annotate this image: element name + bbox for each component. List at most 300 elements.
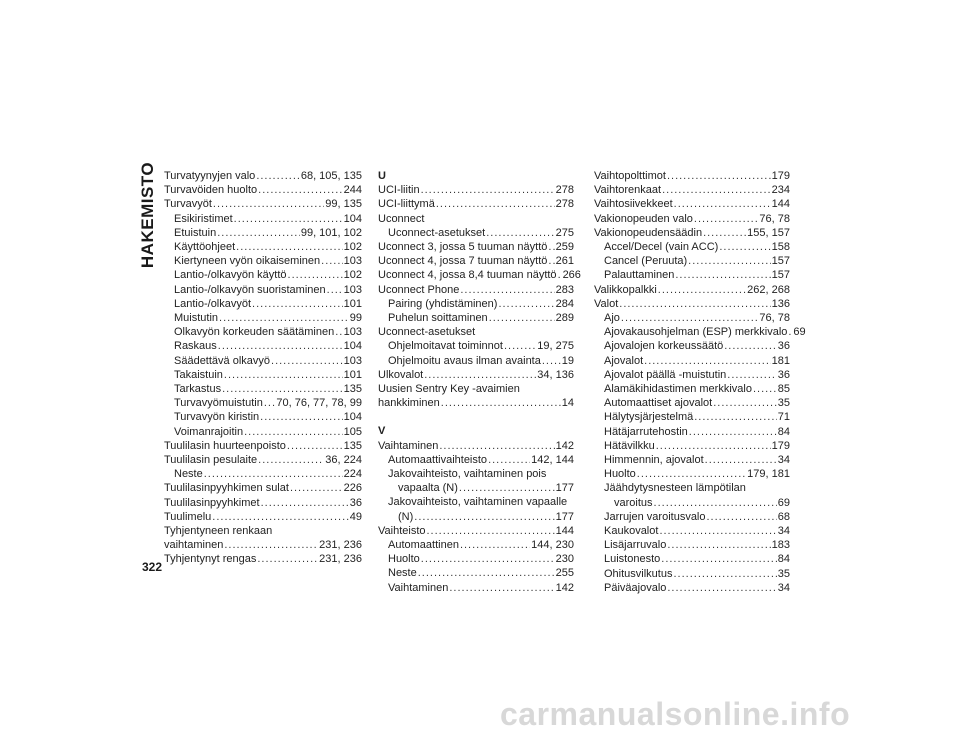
- dot-leader: [498, 297, 554, 311]
- index-entry[interactable]: [594, 467, 790, 481]
- index-entry-heading: Jäähdytysnesteen lämpötilan: [604, 482, 746, 495]
- index-column-1: [164, 169, 362, 567]
- index-gap: [378, 410, 574, 424]
- index-entry-pages: 284: [555, 297, 574, 310]
- index-entry[interactable]: [594, 226, 790, 240]
- index-entry[interactable]: [378, 510, 574, 524]
- index-entry-term: Esikiristimet: [174, 212, 233, 225]
- index-entry-term: Vakionopeuden valo: [594, 212, 693, 225]
- dot-leader: [271, 354, 343, 368]
- dot-leader: [414, 510, 554, 524]
- index-entry-term: Automaattiset ajovalot: [604, 397, 713, 410]
- index-entry[interactable]: [164, 368, 362, 382]
- index-entry[interactable]: [378, 339, 574, 353]
- dot-leader: [724, 339, 777, 353]
- index-entry-term: Lantio-/olkavyön käyttö: [174, 269, 287, 282]
- index-entry[interactable]: [378, 183, 574, 197]
- index-entry-pages: 278: [555, 184, 574, 197]
- index-entry-term: Etuistuin: [174, 226, 217, 239]
- dot-leader: [705, 453, 777, 467]
- index-entry-pages: 231, 236: [319, 539, 362, 552]
- dot-leader: [667, 169, 771, 183]
- dot-leader: [252, 297, 343, 311]
- index-entry[interactable]: [378, 552, 574, 566]
- index-entry-term: Cancel (Peruuta): [604, 255, 688, 268]
- index-entry[interactable]: [378, 524, 574, 538]
- index-entry-term: Muistutin: [174, 312, 219, 325]
- index-entry-term: Lisäjarruvalo: [604, 539, 667, 552]
- index-entry-pages: 157: [771, 255, 790, 268]
- index-entry[interactable]: [594, 581, 790, 595]
- index-entry[interactable]: [164, 183, 362, 197]
- index-entry[interactable]: [164, 254, 362, 268]
- index-entry-term: Ohitusvilkutus: [604, 567, 673, 580]
- index-entry-pages: 158: [771, 241, 790, 254]
- dot-leader: [644, 354, 771, 368]
- index-entry-term: Kiertyneen vyön oikaiseminen: [174, 255, 321, 268]
- index-entry-pages: 35: [777, 397, 790, 410]
- index-entry-term: Neste: [174, 468, 203, 481]
- index-entry[interactable]: [164, 467, 362, 481]
- dot-leader: [667, 581, 776, 595]
- index-entry-term: Käyttöohjeet: [174, 241, 236, 254]
- index-entry-pages: 142: [555, 581, 574, 594]
- index-entry-pages: 103: [343, 283, 362, 296]
- dot-leader: [753, 382, 777, 396]
- dot-leader: [217, 226, 300, 240]
- index-entry-pages: 35: [777, 567, 790, 580]
- index-entry-term: Hätäjarrutehostin: [604, 425, 688, 438]
- index-entry-heading: Jakovaihteisto, vaihtaminen pois: [388, 468, 547, 481]
- index-entry-heading: Uconnect-asetukset: [378, 326, 476, 339]
- dot-leader: [421, 552, 555, 566]
- index-entry-pages: 101: [343, 297, 362, 310]
- index-entry-term: Tyhjentynyt rengas: [164, 553, 257, 566]
- index-entry-term: Turvavyöt: [164, 198, 212, 211]
- index-entry[interactable]: [594, 524, 790, 538]
- index-entry[interactable]: [378, 481, 574, 495]
- index-entry[interactable]: [164, 197, 362, 211]
- dot-leader: [658, 283, 746, 297]
- index-entry[interactable]: [378, 283, 574, 297]
- dot-leader: [449, 581, 554, 595]
- index-entry-pages: 104: [343, 340, 362, 353]
- index-entry[interactable]: [378, 268, 581, 282]
- index-entry-pages: 262, 268: [747, 283, 790, 296]
- index-entry-pages: 71: [777, 411, 790, 424]
- dot-leader: [327, 283, 343, 297]
- index-entry[interactable]: [164, 339, 362, 353]
- dot-leader: [667, 538, 770, 552]
- index-entry-term: Neste: [388, 567, 417, 580]
- dot-leader: [713, 396, 777, 410]
- index-entry-pages: 177: [555, 510, 574, 523]
- dot-leader: [335, 325, 342, 339]
- index-entry[interactable]: [378, 354, 574, 368]
- section-tab: [138, 161, 158, 269]
- dot-leader: [213, 197, 324, 211]
- index-entry-term: Vaihtosiivekkeet: [594, 198, 673, 211]
- index-entry-pages: 76, 78: [759, 212, 790, 225]
- index-entry-term: Automaattivaihteisto: [388, 453, 488, 466]
- index-entry[interactable]: [378, 311, 574, 325]
- index-entry-pages: 14: [561, 397, 574, 410]
- index-entry[interactable]: [594, 283, 790, 297]
- dot-leader: [222, 382, 343, 396]
- index-entry-term: varoitus: [614, 496, 653, 509]
- index-entry-pages: 76, 78: [759, 312, 790, 325]
- dot-leader: [256, 169, 300, 183]
- index-entry-term: Turvavyömuistutin: [174, 397, 263, 410]
- index-entry-pages: 244: [343, 184, 362, 197]
- dot-leader: [418, 566, 555, 580]
- dot-leader: [234, 212, 343, 226]
- index-entry[interactable]: [594, 567, 790, 581]
- index-entry-pages: 255: [555, 567, 574, 580]
- index-entry-pages: 275: [555, 226, 574, 239]
- index-entry-term: Voimanrajoitin: [174, 425, 244, 438]
- index-entry[interactable]: [378, 368, 574, 382]
- index-entry-term: Automaattinen: [388, 539, 459, 552]
- index-entry-pages: 261: [555, 255, 574, 268]
- index-entry[interactable]: [594, 240, 790, 254]
- index-entry-term: Olkavyön korkeuden säätäminen: [174, 326, 335, 339]
- index-entry[interactable]: [164, 425, 362, 439]
- index-entry-term: vapaalta (N): [398, 482, 458, 495]
- index-entry-term: Ajovalojen korkeussäätö: [604, 340, 724, 353]
- dot-leader: [212, 510, 348, 524]
- dot-leader: [321, 254, 343, 268]
- index-entry-term: Palauttaminen: [604, 269, 675, 282]
- index-entry[interactable]: [594, 254, 790, 268]
- index-entry[interactable]: [594, 496, 790, 510]
- index-entry-term: Ohjelmoitavat toiminnot: [388, 340, 503, 353]
- dot-leader: [504, 339, 536, 353]
- index-entry-pages: 68: [777, 510, 790, 523]
- dot-leader: [486, 226, 554, 240]
- dot-leader: [656, 439, 771, 453]
- index-entry-term: Turvavöiden huolto: [164, 184, 258, 197]
- dot-leader: [727, 368, 776, 382]
- index-entry-pages: 36: [777, 340, 790, 353]
- index-entry[interactable]: [164, 240, 362, 254]
- index-entry-pages: 99, 135: [325, 198, 362, 211]
- index-entry-term: Raskaus: [174, 340, 217, 353]
- index-entry[interactable]: [164, 169, 362, 183]
- index-entry-pages: 34, 136: [537, 368, 574, 381]
- index-entry-pages: 181: [771, 354, 790, 367]
- index-entry-term: Hätävilkku: [604, 439, 655, 452]
- dot-leader: [261, 496, 349, 510]
- index-entry-term: Luistonesto: [604, 553, 661, 566]
- index-entry-term: Accel/Decel (vain ACC): [604, 241, 719, 254]
- index-entry-term: Pairing (yhdistäminen): [388, 297, 498, 310]
- index-entry-pages: 104: [343, 411, 362, 424]
- index-entry[interactable]: [594, 169, 790, 183]
- dot-leader: [236, 240, 342, 254]
- index-entry[interactable]: [164, 354, 362, 368]
- index-entry-pages: 142: [555, 439, 574, 452]
- index-entry[interactable]: [164, 212, 362, 226]
- index-entry[interactable]: [164, 268, 362, 282]
- index-entry[interactable]: [594, 368, 790, 382]
- index-entry-pages: 68, 105, 135: [300, 170, 362, 182]
- dot-leader: [244, 425, 343, 439]
- index-entry-term: Säädettävä olkavyö: [174, 354, 271, 367]
- index-entry-pages: 230: [555, 553, 574, 566]
- index-entry[interactable]: [164, 552, 362, 566]
- index-entry[interactable]: [594, 311, 790, 325]
- index-entry-pages: 85: [777, 383, 790, 396]
- index-entry-pages: 49: [349, 510, 362, 523]
- dot-leader: [619, 297, 770, 311]
- dot-leader: [788, 325, 792, 339]
- dot-leader: [257, 552, 318, 566]
- index-entry[interactable]: [164, 496, 362, 510]
- index-entry-pages: 155, 157: [747, 226, 790, 239]
- index-letter-heading: U: [378, 170, 386, 182]
- index-entry-term: Puhelun soittaminen: [388, 312, 488, 325]
- index-entry[interactable]: [164, 382, 362, 396]
- index-entry-pages: 144: [555, 524, 574, 537]
- page-number: 322: [142, 560, 163, 574]
- index-entry-pages: 104: [343, 212, 362, 225]
- index-entry-term: Turvavyön kiristin: [174, 411, 260, 424]
- index-entry[interactable]: [164, 481, 362, 495]
- index-entry-pages: 34: [777, 454, 790, 467]
- index-letter-heading: V: [378, 425, 386, 438]
- dot-leader: [421, 183, 555, 197]
- index-entry-term: Hälytysjärjestelmä: [604, 411, 694, 424]
- index-entry-term: Ajo: [604, 312, 620, 325]
- index-entry-pages: 224: [343, 468, 362, 481]
- index-entry[interactable]: [594, 212, 790, 226]
- dot-leader: [288, 268, 343, 282]
- index-entry-pages: 234: [771, 184, 790, 197]
- dot-leader: [689, 425, 777, 439]
- index-entry-term: Vaihtorenkaat: [594, 184, 662, 197]
- index-entry-term: Tarkastus: [174, 383, 222, 396]
- index-entry-pages: 144: [771, 198, 790, 211]
- dot-leader: [673, 567, 776, 581]
- index-entry[interactable]: [378, 197, 574, 211]
- index-entry-term: UCI-liittymä: [378, 198, 435, 211]
- index-entry-pages: 283: [555, 283, 574, 296]
- dot-leader: [675, 268, 770, 282]
- dot-leader: [460, 538, 530, 552]
- dot-leader: [688, 254, 770, 268]
- index-entry-pages: 84: [777, 425, 790, 438]
- index-entry-pages: 105: [343, 425, 362, 438]
- index-entry[interactable]: [594, 510, 790, 524]
- index-entry[interactable]: [594, 396, 790, 410]
- dot-leader: [548, 254, 554, 268]
- index-entry-pages: 36: [349, 496, 362, 509]
- index-entry-term: Ajovalot: [604, 354, 644, 367]
- index-entry-pages: 266: [562, 269, 581, 282]
- dot-leader: [621, 311, 759, 325]
- index-entry[interactable]: [164, 325, 362, 339]
- index-entry[interactable]: [594, 439, 790, 453]
- index-entry[interactable]: [164, 396, 362, 410]
- index-entry-term: Tuulilasin huurteenpoisto: [164, 439, 286, 452]
- index-entry[interactable]: [594, 425, 790, 439]
- index-entry[interactable]: [594, 183, 790, 197]
- dot-leader: [260, 410, 342, 424]
- index-entry-pages: 36: [777, 368, 790, 381]
- index-entry-term: Uconnect 4, jossa 8,4 tuuman näyttö: [378, 269, 557, 282]
- index-entry[interactable]: [164, 311, 362, 325]
- index-entry-pages: 179, 181: [747, 468, 790, 481]
- index-entry[interactable]: [378, 439, 574, 453]
- index-entry-pages: 231, 236: [319, 553, 362, 566]
- dot-leader: [264, 396, 276, 410]
- index-entry-term: Valot: [594, 297, 619, 310]
- index-entry[interactable]: [594, 552, 790, 566]
- index-entry-pages: 135: [343, 383, 362, 396]
- index-entry[interactable]: [378, 254, 574, 268]
- dot-leader: [224, 368, 343, 382]
- dot-leader: [424, 368, 536, 382]
- section-tab-label: HAKEMISTO: [138, 161, 157, 269]
- index-entry-term: Ulkovalot: [378, 368, 424, 381]
- index-entry-term: Ajovalot päällä -muistutin: [604, 368, 727, 381]
- index-entry[interactable]: [594, 453, 790, 467]
- index-entry-pages: 289: [555, 312, 574, 325]
- index-entry-pages: 278: [555, 198, 574, 211]
- index-entry-term: Kaukovalot: [604, 525, 659, 538]
- index-entry-pages: 19, 275: [537, 340, 574, 353]
- index-entry-term: Lantio-/olkavyöt: [174, 297, 252, 310]
- index-entry-term: Uconnect Phone: [378, 283, 460, 296]
- index-entry-pages: 101: [343, 368, 362, 381]
- index-entry-term: Huolto: [604, 468, 636, 481]
- index-entry-term: Turvatyynyjen valo: [164, 170, 256, 182]
- index-entry-term: Takaistuin: [174, 368, 223, 381]
- index-entry[interactable]: [164, 439, 362, 453]
- dot-leader: [258, 453, 324, 467]
- index-entry-pages: 103: [343, 354, 362, 367]
- watermark: carmanualsonline.info: [500, 696, 851, 732]
- index-entry-pages: 99: [349, 312, 362, 325]
- index-entry-term: Tuulilasinpyyhkimet: [164, 496, 260, 509]
- index-entry[interactable]: [378, 566, 574, 580]
- index-entry-term: Vakionopeudensäädin: [594, 226, 703, 239]
- dot-leader: [441, 396, 561, 410]
- index-entry[interactable]: [378, 396, 574, 410]
- index-entry-pages: 84: [777, 553, 790, 566]
- index-entry[interactable]: [164, 410, 362, 424]
- dot-leader: [558, 268, 562, 282]
- index-entry[interactable]: [378, 453, 574, 467]
- dot-leader: [707, 510, 777, 524]
- index-entry[interactable]: [594, 197, 790, 211]
- dot-leader: [661, 552, 776, 566]
- index-entry-term: UCI-liitin: [378, 184, 420, 197]
- index-entry[interactable]: [594, 297, 790, 311]
- dot-leader: [439, 439, 554, 453]
- dot-leader: [224, 538, 318, 552]
- index-entry[interactable]: [378, 538, 574, 552]
- index-entry-pages: 177: [555, 482, 574, 495]
- index-entry-pages: 157: [771, 269, 790, 282]
- index-entry-pages: 69: [777, 496, 790, 509]
- index-entry-pages: 144, 230: [531, 539, 574, 552]
- index-entry-pages: 19: [561, 354, 574, 367]
- dot-leader: [703, 226, 746, 240]
- index-entry-term: Tuulilasinpyyhkimen sulat: [164, 482, 289, 495]
- index-entry[interactable]: [164, 297, 362, 311]
- index-entry[interactable]: [378, 581, 574, 595]
- index-entry-term: (N): [398, 510, 414, 523]
- index-entry-pages: 102: [343, 241, 362, 254]
- index-entry-heading: Jakovaihteisto, vaihtaminen vapaalle: [388, 496, 568, 509]
- index-entry[interactable]: [378, 226, 574, 240]
- dot-leader: [659, 524, 776, 538]
- index-entry-term: Huolto: [388, 553, 420, 566]
- index-entry-pages: 69: [793, 326, 806, 339]
- index-entry[interactable]: [594, 268, 790, 282]
- index-entry-pages: 99, 101, 102: [300, 226, 362, 239]
- index-entry-term: Valikkopalkki: [594, 283, 657, 296]
- index-entry-term: Himmennin, ajovalot: [604, 454, 704, 467]
- index-entry-term: Tuulilasin pesulaite: [164, 454, 258, 467]
- index-entry[interactable]: [378, 240, 574, 254]
- index-entry-pages: 103: [343, 326, 362, 339]
- dot-leader: [694, 212, 759, 226]
- index-entry-pages: 34: [777, 525, 790, 538]
- dot-leader: [460, 283, 554, 297]
- dot-leader: [542, 354, 561, 368]
- index-entry-pages: 259: [555, 241, 574, 254]
- index-entry-term: Uconnect-asetukset: [388, 226, 486, 239]
- index-entry[interactable]: [594, 382, 790, 396]
- dot-leader: [674, 197, 771, 211]
- index-entry[interactable]: [594, 339, 790, 353]
- index-entry[interactable]: [164, 283, 362, 297]
- dot-leader: [488, 453, 530, 467]
- dot-leader: [287, 439, 343, 453]
- index-entry[interactable]: [164, 510, 362, 524]
- index-entry[interactable]: [594, 410, 790, 424]
- dot-leader: [637, 467, 746, 481]
- index-entry-term: Päiväajovalo: [604, 581, 667, 594]
- index-entry-heading: Uusien Sentry Key -avaimien: [378, 383, 520, 396]
- dot-leader: [218, 339, 343, 353]
- index-entry[interactable]: [378, 297, 574, 311]
- index-entry[interactable]: [164, 453, 362, 467]
- index-entry-pages: 103: [343, 255, 362, 268]
- dot-leader: [258, 183, 342, 197]
- index-entry-term: Uconnect 4, jossa 7 tuuman näyttö: [378, 255, 548, 268]
- dot-leader: [427, 524, 555, 538]
- index-entry-term: Tuulimelu: [164, 510, 212, 523]
- index-entry-term: vaihtaminen: [164, 539, 224, 552]
- dot-leader: [219, 311, 349, 325]
- index-column-3: [594, 169, 806, 595]
- index-entry-term: Alamäkihidastimen merkkivalo: [604, 383, 752, 396]
- dot-leader: [459, 481, 555, 495]
- index-entry[interactable]: [594, 325, 806, 339]
- dot-leader: [719, 240, 770, 254]
- index-entry[interactable]: [594, 354, 790, 368]
- index-column-2: [378, 169, 581, 595]
- index-entry[interactable]: [164, 226, 362, 240]
- index-entry[interactable]: [164, 538, 362, 552]
- index-entry[interactable]: [594, 538, 790, 552]
- index-entry-pages: 142, 144: [531, 453, 574, 466]
- index-entry-term: Vaihteisto: [378, 524, 426, 537]
